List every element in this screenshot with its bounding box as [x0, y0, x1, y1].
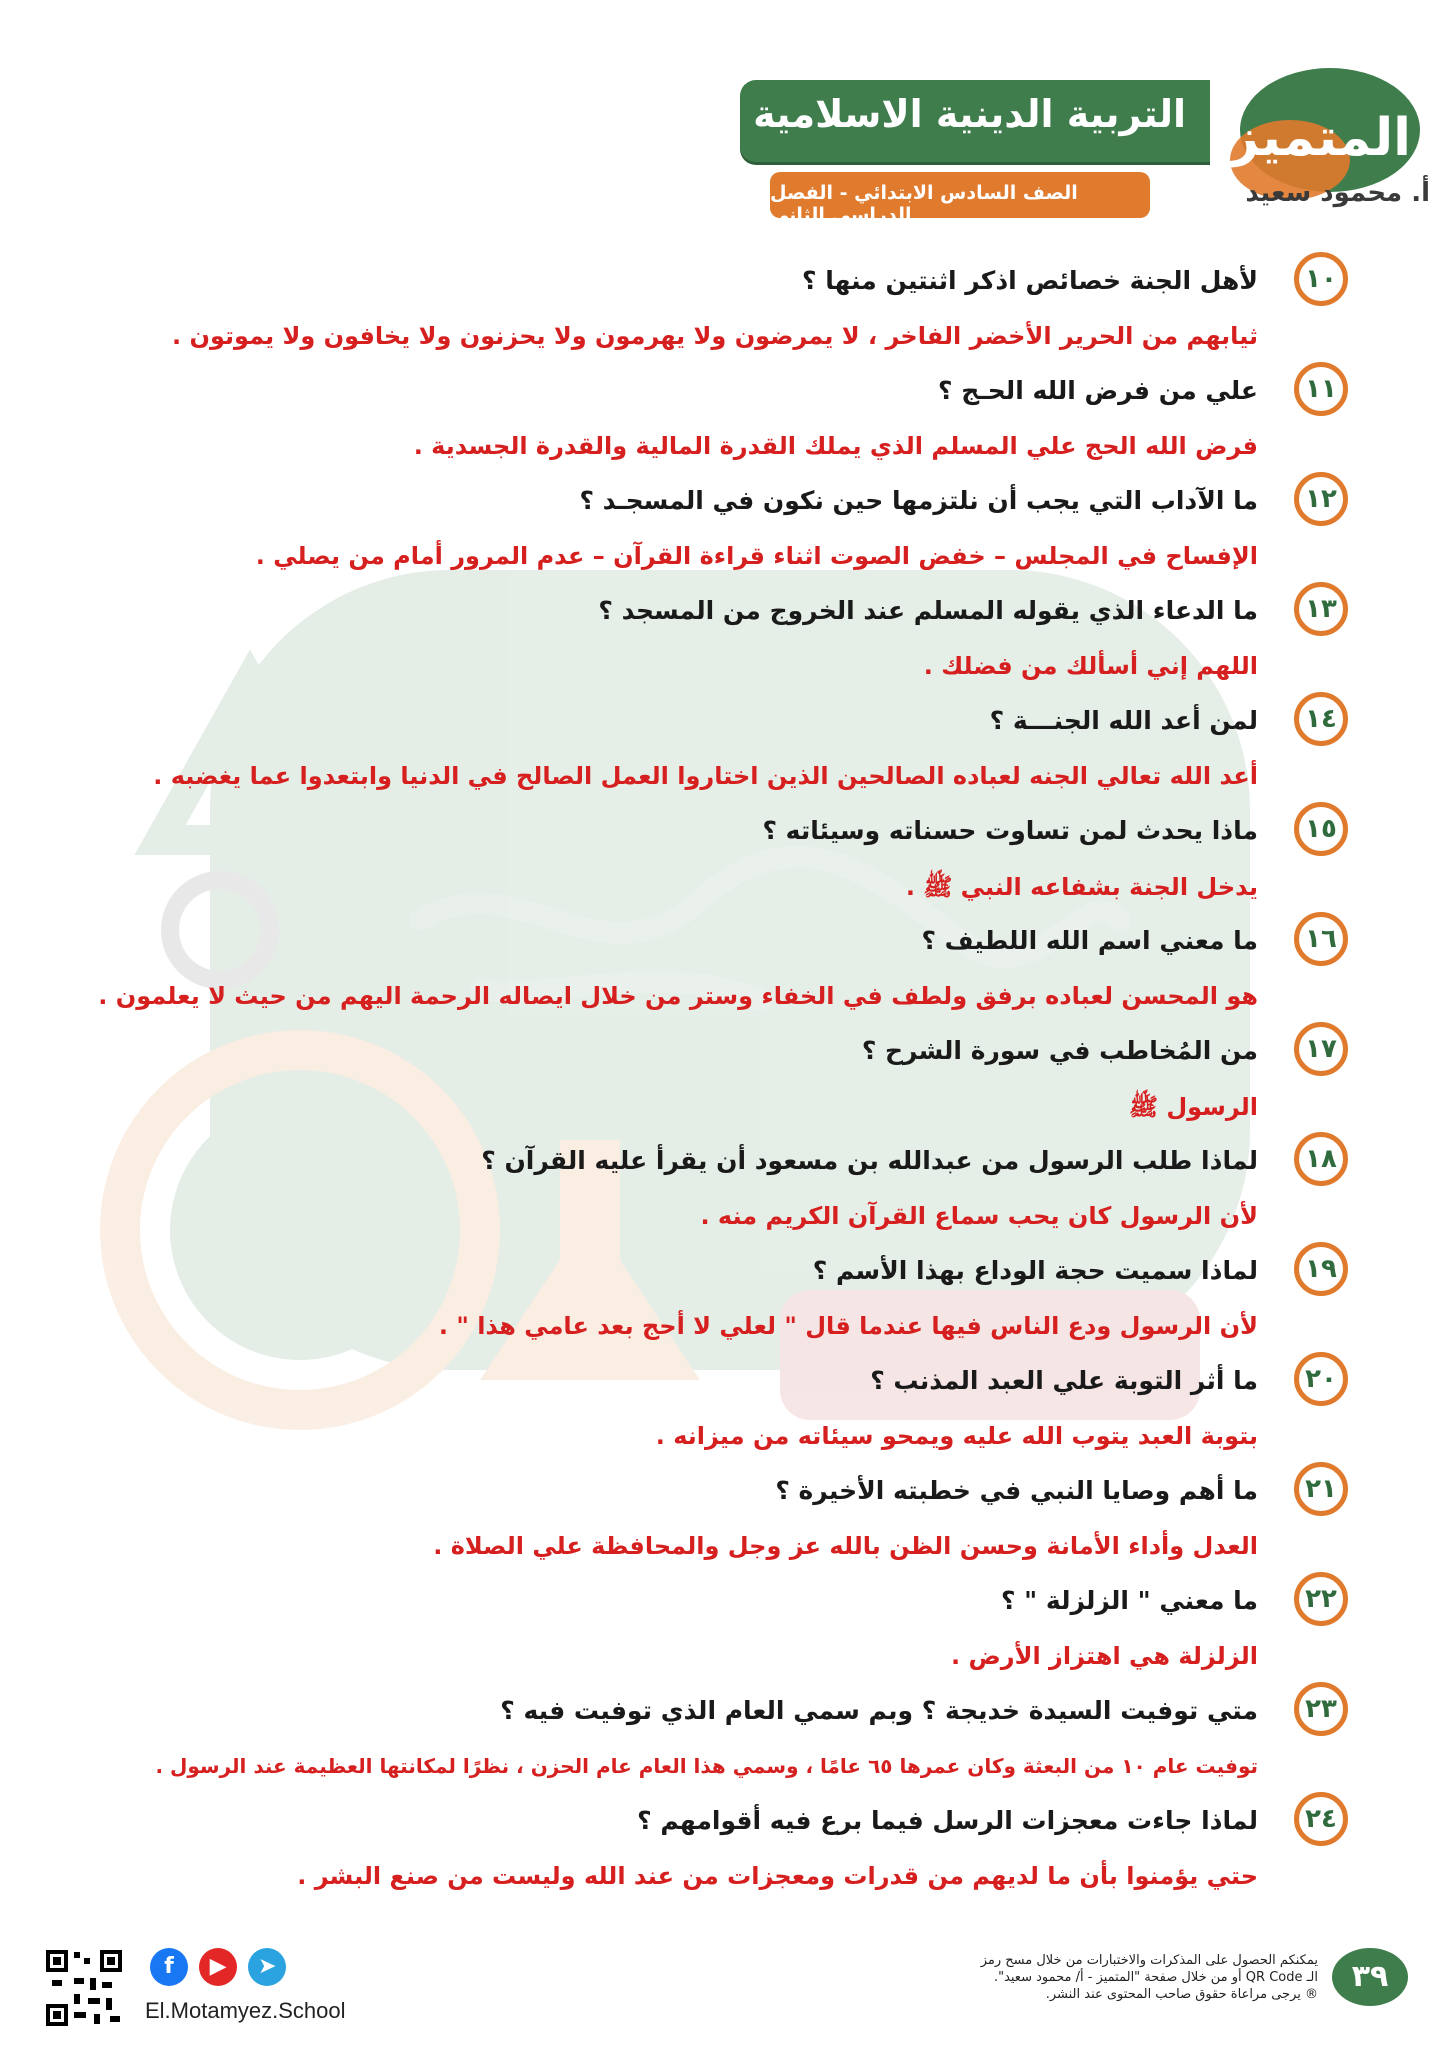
website-link[interactable]: El.Motamyez.School [145, 1998, 346, 2023]
answer-text: يدخل الجنة بشفاعه النبي ﷺ . [905, 873, 1258, 901]
question-number: ١٥ [1294, 802, 1348, 856]
page-number: ٣٩ [1332, 1948, 1408, 2006]
page-subtitle: الصف السادس الابتدائي - الفصل الدراسي الثاني [770, 182, 1078, 226]
answer-text: لأن الرسول ودع الناس فيها عندما قال " لعلي لا أحج بعد عامي هذا " . [438, 1312, 1258, 1340]
question-number: ٢٠ [1294, 1352, 1348, 1406]
social-icons [150, 1948, 292, 1986]
answer-text: حتي يؤمنوا بأن ما لديهم من قدرات ومعجزات من عند الله وليست من صنع البشر . [297, 1862, 1258, 1890]
question-text: لماذا جاءت معجزات الرسل فيما برع فيه أقوامهم ؟ [637, 1806, 1258, 1835]
answer-text: الرسول ﷺ [1129, 1093, 1258, 1121]
footer-note-line: ® يرجى مراعاة حقوق صاحب المحتوى عند النشر. [1045, 1987, 1318, 2002]
answer-text: فرض الله الحج علي المسلم الذي يملك القدرة المالية والقدرة الجسدية . [413, 432, 1258, 460]
question-text: ما معني " الزلزلة " ؟ [1000, 1586, 1258, 1615]
question-number: ١٣ [1294, 582, 1348, 636]
answer-text: اللهم إني أسألك من فضلك . [923, 652, 1258, 680]
answer-text: الإفساح في المجلس – خفض الصوت اثناء قراءة القرآن – عدم المرور أمام من يصلي . [255, 542, 1258, 570]
question-text: ما أهم وصايا النبي في خطبته الأخيرة ؟ [775, 1476, 1258, 1505]
question-text: علي من فرض الله الحـج ؟ [938, 376, 1258, 405]
question-text: لماذا طلب الرسول من عبدالله بن مسعود أن يقرأ عليه القرآن ؟ [481, 1146, 1258, 1175]
subtitle-banner [770, 172, 1150, 226]
footer-note [868, 1952, 1318, 2003]
question-number: ١٧ [1294, 1022, 1348, 1076]
answer-text: توفيت عام ١٠ من البعثة وكان عمرها ٦٥ عامًا ، وسمي هذا العام عام الحزن ، نظرًا لمكانتها العظيمة عند الرسول . [155, 1754, 1258, 1778]
answer-text: بتوبة العبد يتوب الله عليه ويمحو سيئاته من ميزانه . [655, 1422, 1258, 1450]
telegram-icon[interactable]: ➤ [248, 1948, 286, 1986]
title-banner [740, 80, 1210, 162]
answer-text: ثيابهم من الحرير الأخضر الفاخر ، لا يمرضون ولا يهرمون ولا يحزنون ولا يخافون ولا يموتون . [172, 322, 1258, 350]
youtube-icon[interactable]: ▶ [199, 1948, 237, 1986]
question-number: ٢٤ [1294, 1792, 1348, 1846]
question-text: لماذا سميت حجة الوداع بهذا الأسم ؟ [812, 1256, 1258, 1285]
question-number: ١٤ [1294, 692, 1348, 746]
question-number: ١٦ [1294, 912, 1348, 966]
question-number: ٢٢ [1294, 1572, 1348, 1626]
question-number: ٢١ [1294, 1462, 1348, 1516]
question-text: لمن أعد الله الجنـــة ؟ [989, 706, 1258, 735]
question-text: ما الآداب التي يجب أن نلتزمها حين نكون في المسجـد ؟ [579, 486, 1258, 515]
footer-note-line: الـ QR Code أو من خلال صفحة "المتميز - أ/ محمود سعيد". [993, 1970, 1318, 1985]
question-number: ١٨ [1294, 1132, 1348, 1186]
question-number: ١٠ [1294, 252, 1348, 306]
qr-code[interactable] [44, 1948, 124, 2028]
question-number: ١٩ [1294, 1242, 1348, 1296]
facebook-icon[interactable]: f [150, 1948, 188, 1986]
question-text: من المُخاطب في سورة الشرح ؟ [861, 1036, 1258, 1065]
question-text: ماذا يحدث لمن تساوت حسناته وسيئاته ؟ [762, 816, 1258, 845]
question-text: متي توفيت السيدة خديجة ؟ وبم سمي العام الذي توفيت فيه ؟ [500, 1696, 1258, 1725]
page-footer [0, 1920, 1448, 2048]
answer-text: الزلزلة هي اهتزاز الأرض . [951, 1642, 1258, 1670]
question-text: ما الدعاء الذي يقوله المسلم عند الخروج من المسجد ؟ [598, 596, 1258, 625]
author-name: أ. محمود سعيد [1245, 178, 1430, 208]
question-number: ١٢ [1294, 472, 1348, 526]
page-header [740, 60, 1430, 230]
answer-text: العدل وأداء الأمانة وحسن الظن بالله عز وجل والمحافظة علي الصلاة . [433, 1532, 1258, 1560]
page-title: التربية الدينية الاسلامية [753, 92, 1186, 136]
answer-text: أعد الله تعالي الجنه لعباده الصالحين الذين اختاروا العمل الصالح في الدنيا وابتعدوا عما يغضبه . [153, 762, 1258, 790]
answer-text: هو المحسن لعباده برفق ولطف في الخفاء وستر من خلال ايصاله الرحمة اليهم من حيث لا يعلمون . [98, 982, 1258, 1010]
footer-note-line: يمكنكم الحصول على المذكرات والاختبارات من خلال مسح رمز [980, 1953, 1318, 1968]
question-text: لأهل الجنة خصائص اذكر اثنتين منها ؟ [802, 266, 1258, 295]
question-number: ١١ [1294, 362, 1348, 416]
question-text: ما أثر التوبة علي العبد المذنب ؟ [870, 1366, 1258, 1395]
question-text: ما معني اسم الله اللطيف ؟ [921, 926, 1258, 955]
answer-text: لأن الرسول كان يحب سماع القرآن الكريم منه . [700, 1202, 1258, 1230]
logo-text: المتميز [1229, 108, 1411, 168]
question-number: ٢٣ [1294, 1682, 1348, 1736]
